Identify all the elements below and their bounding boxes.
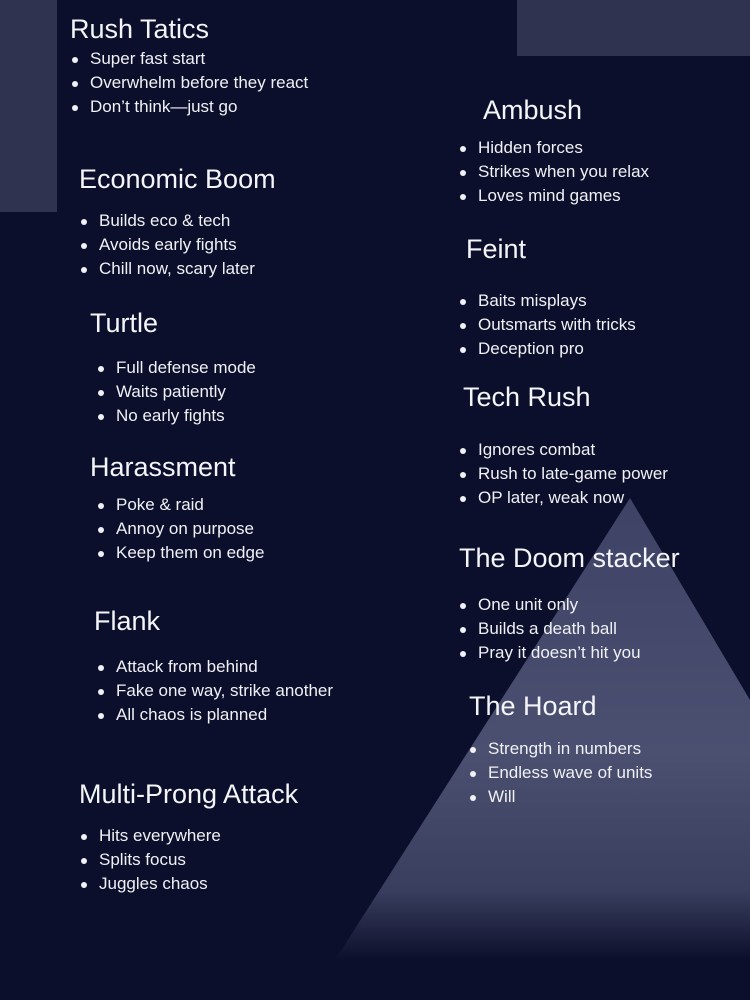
- section-multi-prong-attack: [79, 778, 298, 896]
- list-item: Outsmarts with tricks: [458, 313, 636, 337]
- list-item: Chill now, scary later: [79, 257, 276, 281]
- bullet-list: [458, 289, 636, 361]
- list-item: Builds a death ball: [458, 617, 641, 641]
- bullet-list: [468, 737, 652, 809]
- section-title: Rush Tatics: [70, 14, 210, 44]
- list-item: Waits patiently: [96, 380, 256, 404]
- list-item: Strength in numbers: [468, 737, 652, 761]
- list-item: Hits everywhere: [79, 824, 298, 848]
- list-item: Builds eco & tech: [79, 209, 276, 233]
- list-item: Baits misplays: [458, 289, 636, 313]
- list-item: OP later, weak now: [458, 486, 668, 510]
- list-item: Loves mind games: [458, 184, 649, 208]
- list-item: Rush to late-game power: [458, 462, 668, 486]
- section-title: The Hoard: [469, 691, 597, 721]
- section-hoard-list: [468, 737, 652, 809]
- list-item: No early fights: [96, 404, 256, 428]
- section-feint-list: [458, 289, 636, 361]
- section-turtle: [90, 307, 256, 428]
- list-item: Juggles chaos: [79, 872, 298, 896]
- section-harassment: [90, 451, 264, 565]
- section-title: Multi-Prong Attack: [79, 779, 299, 809]
- list-item: All chaos is planned: [96, 703, 333, 727]
- list-item: Keep them on edge: [96, 541, 264, 565]
- list-item: Strikes when you relax: [458, 160, 649, 184]
- section-rush-tactics: [70, 13, 308, 119]
- bullet-list: [96, 356, 256, 428]
- section-doom-stacker: [459, 542, 680, 574]
- section-title: Turtle: [90, 308, 159, 338]
- section-title: Tech Rush: [463, 382, 591, 412]
- section-economic-boom: [79, 163, 276, 281]
- section-ambush-list: [458, 136, 649, 208]
- section-title: Flank: [94, 606, 161, 636]
- list-item: Super fast start: [70, 47, 308, 71]
- bullet-list: [458, 136, 649, 208]
- section-title: Economic Boom: [79, 164, 276, 194]
- bullet-list: [79, 209, 276, 281]
- list-item: Ignores combat: [458, 438, 668, 462]
- section-doom-stacker-list: [458, 593, 641, 665]
- section-title: Harassment: [90, 452, 236, 482]
- section-tech-rush: [463, 381, 591, 413]
- list-item: Full defense mode: [96, 356, 256, 380]
- bullet-list: [458, 438, 668, 510]
- list-item: Attack from behind: [96, 655, 333, 679]
- list-item: Endless wave of units: [468, 761, 652, 785]
- list-item: Avoids early fights: [79, 233, 276, 257]
- bullet-list: [96, 655, 333, 727]
- list-item: Overwhelm before they react: [70, 71, 308, 95]
- bullet-list: [458, 593, 641, 665]
- list-item: Fake one way, strike another: [96, 679, 333, 703]
- list-item: One unit only: [458, 593, 641, 617]
- list-item: Pray it doesn’t hit you: [458, 641, 641, 665]
- section-tech-rush-list: [458, 438, 668, 510]
- bullet-list: [70, 47, 308, 119]
- list-item: Will: [468, 785, 652, 809]
- section-ambush: [483, 94, 582, 126]
- list-item: Annoy on purpose: [96, 517, 264, 541]
- list-item: Hidden forces: [458, 136, 649, 160]
- section-hoard: [469, 690, 597, 722]
- list-item: Deception pro: [458, 337, 636, 361]
- list-item: Splits focus: [79, 848, 298, 872]
- list-item: Poke & raid: [96, 493, 264, 517]
- section-title: Feint: [466, 234, 527, 264]
- list-item: Don’t think—just go: [70, 95, 308, 119]
- section-title: The Doom stacker: [459, 543, 680, 573]
- section-feint: [466, 233, 526, 265]
- section-flank: [94, 605, 333, 727]
- section-title: Ambush: [483, 95, 583, 125]
- bullet-list: [96, 493, 264, 565]
- bullet-list: [79, 824, 298, 896]
